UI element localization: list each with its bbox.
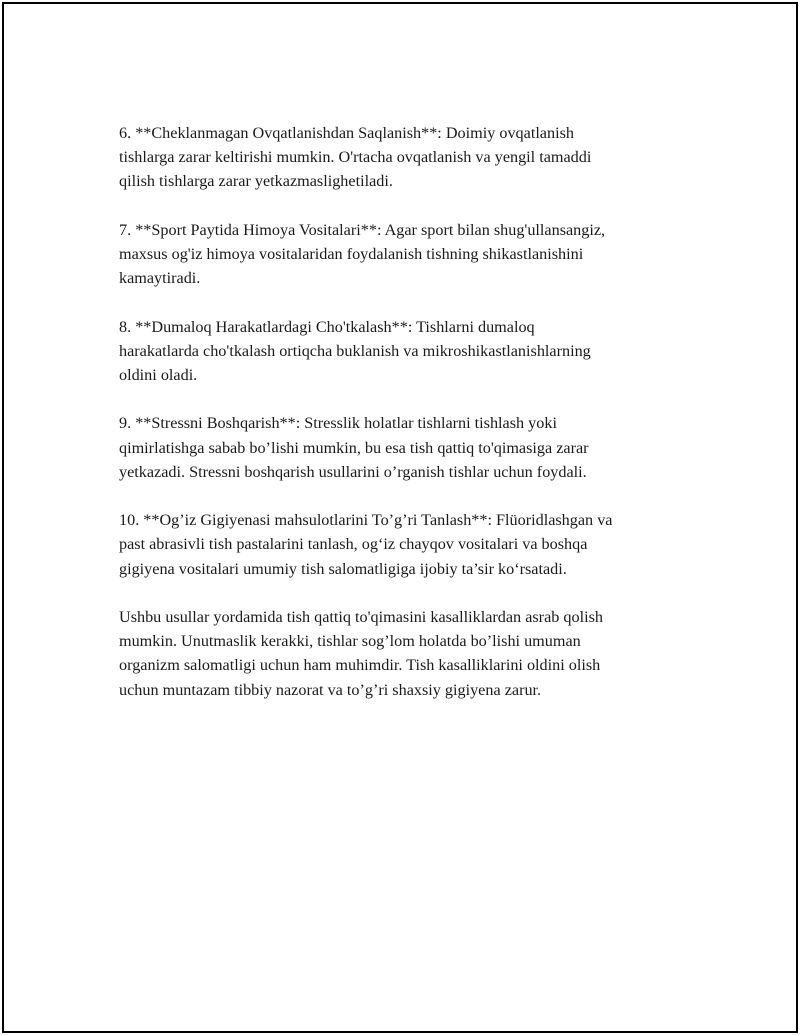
document-body [119,121,694,726]
list-item-7: 7. **Sport Paytida Himoya Vositalari**: Agar sport bilan shug'ullansangiz, maxsus og'iz himoya vositalaridan foydalanish tishning shikastlanishini kamaytiradi. [119,220,606,288]
page-border [2,2,798,1033]
list-item-6: 6. **Cheklanmagan Ovqatlanishdan Saqlanish**: Doimiy ovqatlanish tishlarga zarar keltirishi mumkin. O'rtacha ovqatlanish va yengil tamaddi qilish tishlarga zarar yetkazmaslighetiladi. [119,124,592,191]
list-item-10: 10. **Og’iz Gigiyenasi mahsulotlarini To’g’ri Tanlash**: Flüoridlashgan va past abrasivli tish pastalarini tanlash, og‘iz chayqov vositalari va boshqa gigiyena vositalari umumiy tish salomatligiga ijobiy ta’sir ko‘rsatadi. [119,511,613,578]
list-item-9: 9. **Stressni Boshqarish**: Stresslik holatlar tishlarni tishlash yoki qimirlatishga sabab bo’lishi mumkin, bu esa tish qattiq to'qimasiga zarar yetkazadi. Stressni boshqarish usullarini o’rganish tishlar uchun foydali. [119,414,589,481]
conclusion-paragraph: Ushbu usullar yordamida tish qattiq to'qimasini kasalliklardan asrab qolish mumkin. Unutmaslik kerakki, tishlar sog’lom holatda bo’lishi umuman organizm salomatligi uchun ham muhimdir. Tish kasalliklarini oldini olish uchun muntazam tibbiy nazorat va to’g’ri shaxsiy gigiyena zarur. [119,607,603,699]
list-item-8: 8. **Dumaloq Harakatlardagi Cho'tkalash**: Tishlarni dumaloq harakatlarda cho'tkalash ortiqcha buklanish va mikroshikastlanishlarning oldini oladi. [119,317,591,384]
